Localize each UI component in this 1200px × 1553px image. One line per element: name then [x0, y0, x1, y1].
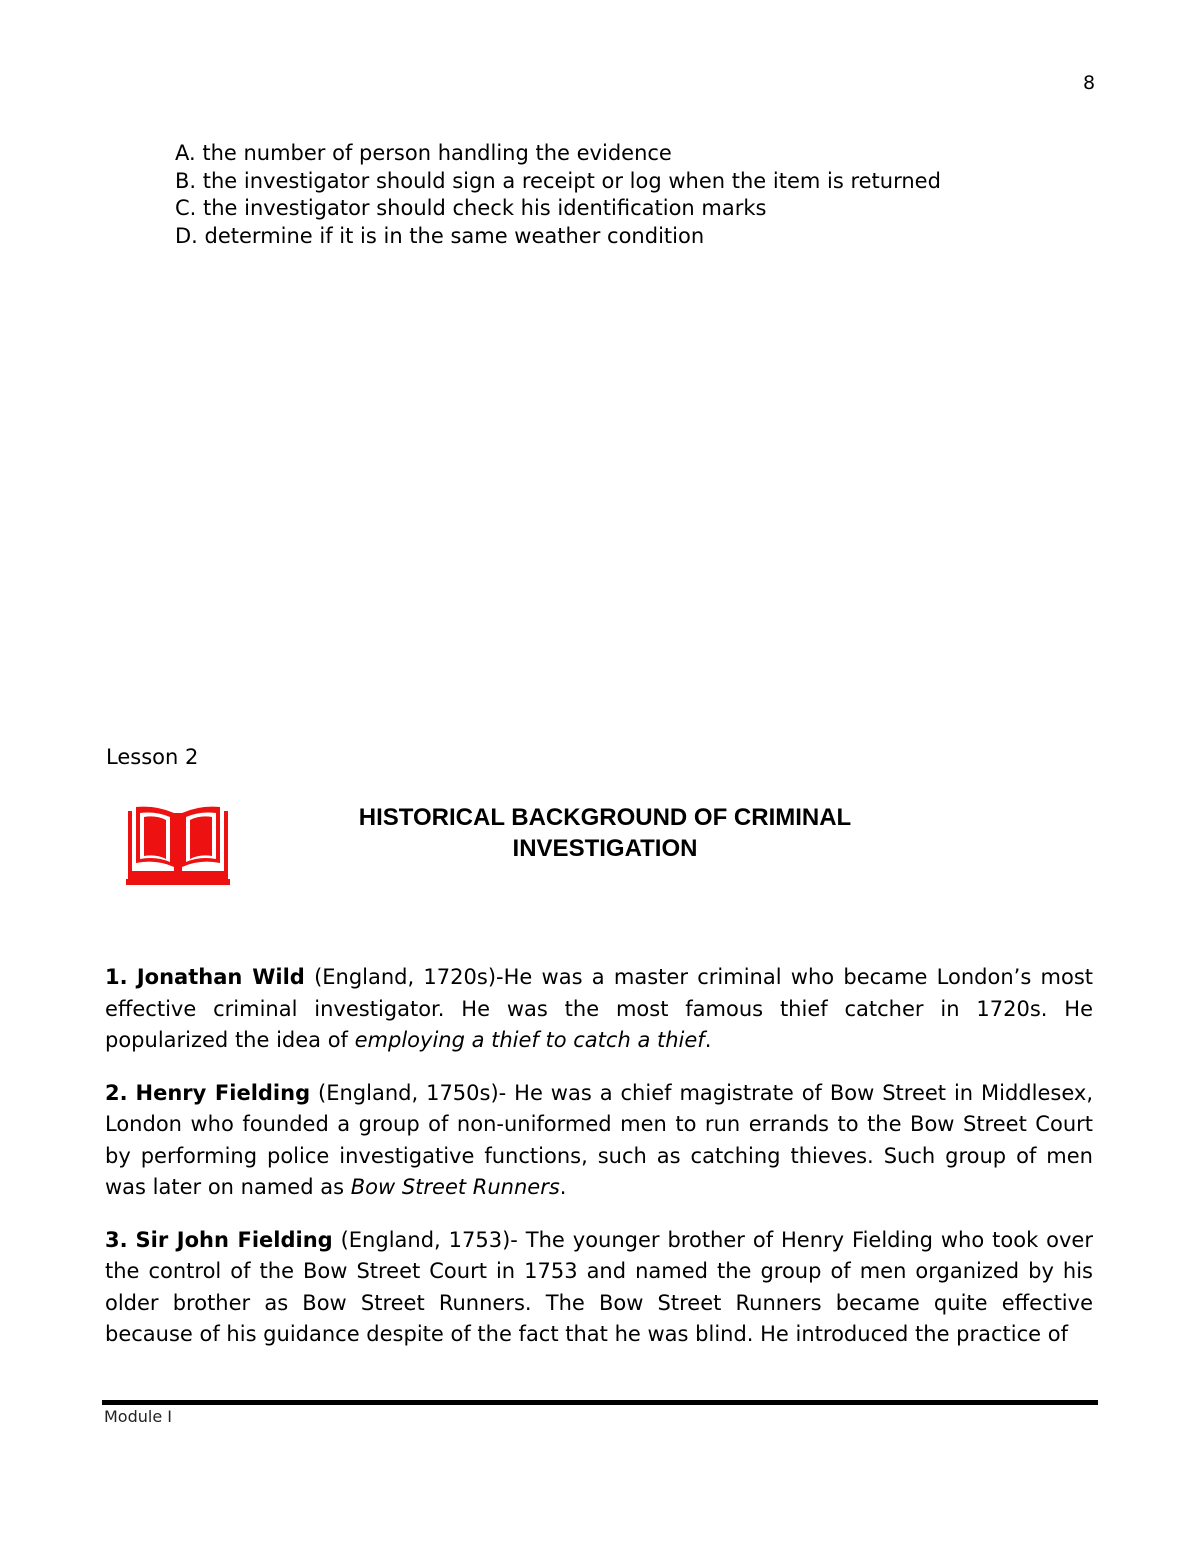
answer-choices	[175, 140, 1075, 250]
entry-emphasis: employing a thief to catch a thief	[354, 1028, 705, 1052]
entry-text: (England, 1750s)- He was a chief magistrate of Bow Street in Middlesex, London who founded a group of non-uniformed men to run errands to the Bow Street Court by performing police investigative functions, such as catching thieves. Such group of men was later on named as	[105, 1080, 1093, 1199]
lesson-title-line-1: HISTORICAL BACKGROUND OF CRIMINAL	[358, 804, 852, 831]
entry-number: 3.	[105, 1227, 128, 1252]
entry-text: (England, 1753)- The younger brother of Henry Fielding who took over the control of the Bow Street Court in 1753 and named the group of men organized by his older brother as Bow Street Runners. The Bow Street Runners became quite effective because of his guidance despite of the fact that he was blind. He introduced the practice of	[105, 1227, 1093, 1346]
footer-label: Module I	[104, 1407, 172, 1426]
entry-henry-fielding	[105, 1078, 1093, 1204]
choice-c: C. the investigator should check his identification marks	[175, 196, 767, 220]
entry-emphasis: Bow Street Runners	[350, 1175, 560, 1199]
choice-d: D. determine if it is in the same weather condition	[175, 223, 705, 248]
lesson-title	[305, 802, 905, 864]
entry-name: Jonathan Wild	[136, 965, 305, 989]
choice-a: A. the number of person handling the evidence	[175, 141, 672, 165]
entry-number: 1.	[105, 965, 128, 989]
entry-sir-john-fielding	[105, 1225, 1093, 1351]
book-icon	[124, 805, 232, 887]
entry-text-end: .	[559, 1175, 567, 1199]
entry-text: (England, 1720s)-He was a master criminal who became London’s most effective criminal investigator. He was the most famous thief catcher in 1720s. He popularized the idea of	[105, 965, 1093, 1052]
history-entries	[105, 962, 1093, 1372]
lesson-title-line-2: INVESTIGATION	[512, 835, 698, 862]
entry-jonathan-wild	[105, 962, 1093, 1057]
lesson-label: Lesson 2	[106, 745, 199, 769]
entry-text-end: .	[704, 1028, 712, 1052]
page-number: 8	[1083, 72, 1096, 94]
entry-name: Henry Fielding	[135, 1080, 311, 1105]
footer-divider	[102, 1400, 1098, 1405]
choice-b: B. the investigator should sign a receipt or log when the item is returned	[175, 168, 941, 193]
entry-name: Sir John Fielding	[135, 1227, 333, 1252]
entry-number: 2.	[105, 1080, 128, 1105]
